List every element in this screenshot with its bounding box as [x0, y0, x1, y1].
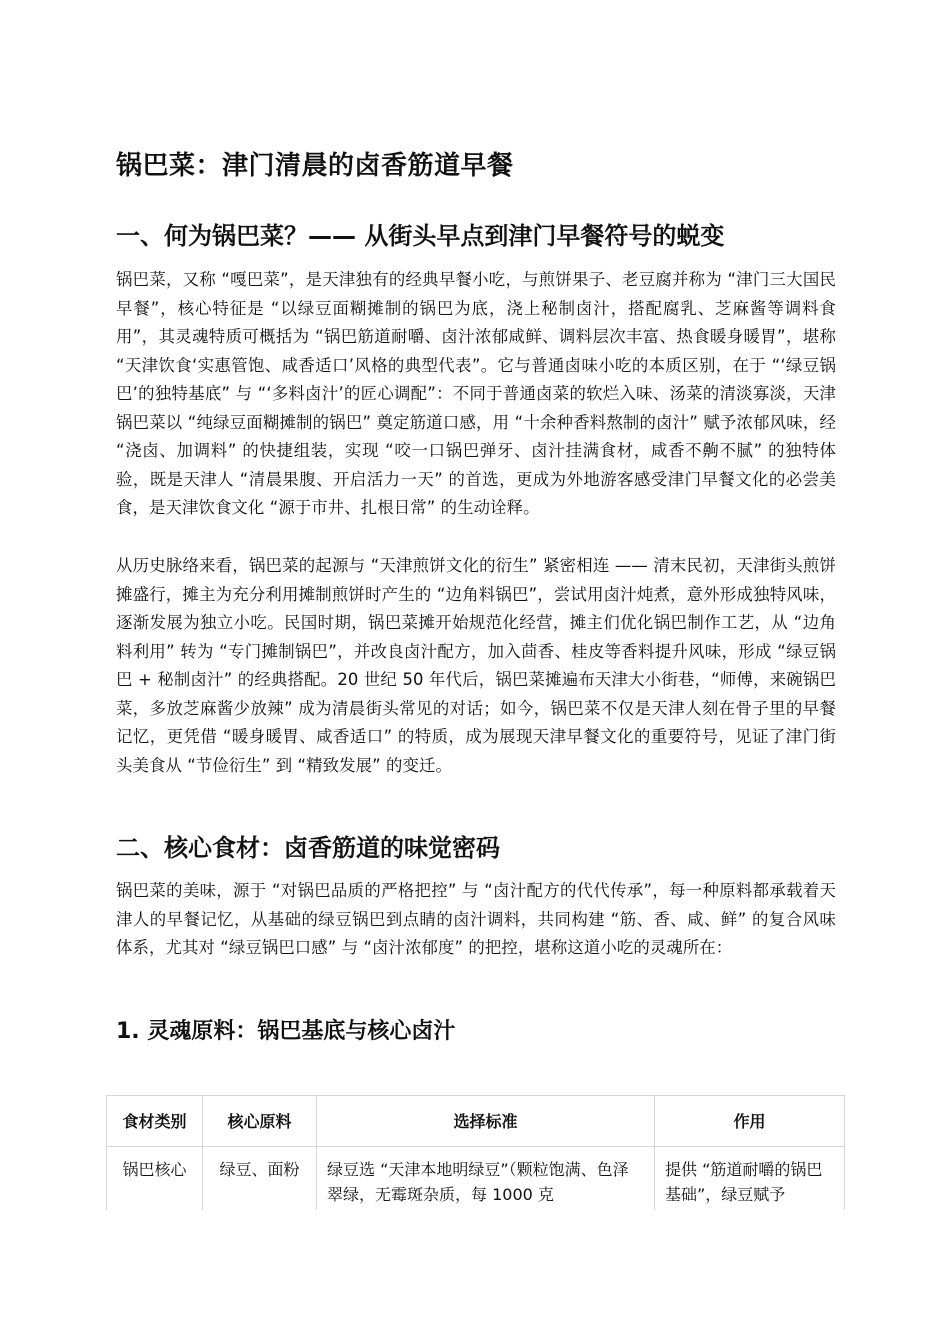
- table-header-row: [107, 1096, 845, 1147]
- table-header-role: 作用: [655, 1096, 845, 1147]
- section-heading-2: 二、核心食材：卤香筋道的味觉密码: [116, 834, 500, 862]
- table-row: [107, 1147, 845, 1218]
- table-header-ingredients: 核心原料: [203, 1096, 317, 1147]
- section-heading-1: 一、何为锅巴菜？—— 从街头早点到津门早餐符号的蜕变: [116, 222, 725, 250]
- table-cell-standard: 绿豆选 “天津本地明绿豆”（颗粒饱满、色泽翠绿，无霉斑杂质，每 1000 克: [317, 1147, 655, 1218]
- page-title: 锅巴菜：津门清晨的卤香筋道早餐: [116, 151, 514, 181]
- section-1-paragraph-2: 从历史脉络来看，锅巴菜的起源与 “天津煎饼文化的衍生” 紧密相连 —— 清末民初，天津街头煎饼摊盛行，摊主为充分利用摊制煎饼时产生的 “边角料锅巴”，尝试用卤汁炖煮，意外形成独特风味，逐渐发展为独立小吃。民国时期，锅巴菜摊开始规范化经营，摊主们优化锅巴制作工艺，从 “边角料利用” 转为 “专门摊制锅巴”，并改良卤汁配方，加入茴香、桂皮等香料提升风味，形成 “绿豆锅巴 + 秘制卤汁” 的经典搭配。20 世纪 50 年代后，锅巴菜摊遍布天津大小街巷，“师傅，来碗锅巴菜，多放芝麻酱少放辣” 成为清晨街头常见的对话；如今，锅巴菜不仅是天津人刻在骨子里的早餐记忆，更凭借 “暖身暖胃、咸香适口” 的特质，成为展现天津早餐文化的重要符号，见证了津门街头美食从 “节俭衍生” 到 “精致发展” 的变迁。: [116, 556, 836, 775]
- table-cell-ingredients: 绿豆、面粉: [203, 1147, 317, 1218]
- section-1-paragraph-1: 锅巴菜，又称 “嘎巴菜”，是天津独有的经典早餐小吃，与煎饼果子、老豆腐并称为 “津门三大国民早餐”，核心特征是 “以绿豆面糊摊制的锅巴为底，浇上秘制卤汁，搭配腐乳、芝麻酱等调料食用”，其灵魂特质可概括为 “锅巴筋道耐嚼、卤汁浓郁咸鲜、调料层次丰富、热食暖身暖胃”，堪称 “天津饮食‘实惠管饱、咸香适口’风格的典型代表”。它与普通卤味小吃的本质区别，在于 “‘绿豆锅巴’的独特基底” 与 “‘多料卤汁’的匠心调配”：不同于普通卤菜的软烂入味、汤菜的清淡寡淡，天津锅巴菜以 “纯绿豆面糊摊制的锅巴” 奠定筋道口感，用 “十余种香料熬制的卤汁” 赋予浓郁风味，经 “浇卤、加调料” 的快捷组装，实现 “咬一口锅巴弹牙、卤汁挂满食材，咸香不齁不腻” 的独特体验，既是天津人 “清晨果腹、开启活力一天” 的首选，更成为外地游客感受津门早餐文化的必尝美食，是天津饮食文化 “源于市井、扎根日常” 的生动诠释。: [116, 270, 836, 517]
- page-bottom-margin: [0, 1210, 950, 1344]
- subsection-heading: 1. 灵魂原料：锅巴基底与核心卤汁: [116, 1019, 456, 1044]
- section-2-paragraph-1: 锅巴菜的美味，源于 “对锅巴品质的严格把控” 与 “卤汁配方的代代传承”，每一种原料都承载着天津人的早餐记忆，从基础的绿豆锅巴到点睛的卤汁调料，共同构建 “筋、香、咸、鲜” 的复合风味体系，尤其对 “绿豆锅巴口感” 与 “卤汁浓郁度” 的把控，堪称这道小吃的灵魂所在：: [116, 881, 836, 957]
- table-cell-role: 提供 “筋道耐嚼的锅巴基础”，绿豆赋予: [655, 1147, 845, 1218]
- ingredients-table: [106, 1095, 845, 1218]
- table-header-standard: 选择标准: [317, 1096, 655, 1147]
- table-header-category: 食材类别: [107, 1096, 203, 1147]
- table-cell-category: 锅巴核心: [107, 1147, 203, 1218]
